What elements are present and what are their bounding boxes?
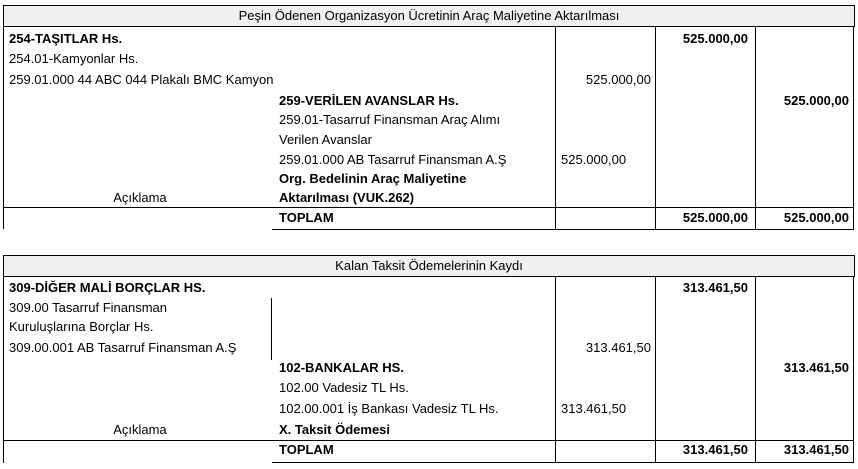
entry1-credit-account: 259-VERİLEN AVANSLAR Hs. xyxy=(279,93,459,108)
entry2-debit-sub-2: Kuruluşlarına Borçlar Hs. xyxy=(9,319,154,334)
entry2-credit-sub: 102.00 Vadesiz TL Hs. xyxy=(279,380,409,395)
entry2-debit-total: 313.461,50 xyxy=(682,280,748,295)
entry1-col-divider-3 xyxy=(755,26,756,229)
entry2-credit-detail: 102.00.001 İş Bankası Vadesiz TL Hs. xyxy=(279,401,499,416)
entry1-credit-sub-2: Verilen Avanslar xyxy=(279,132,372,147)
entry2-total-credit: 313.461,50 xyxy=(783,442,849,457)
entry2-right-border xyxy=(853,276,854,463)
entry2-bottom-line xyxy=(272,462,854,463)
entry1-debit-total: 525.000,00 xyxy=(682,31,748,46)
entry2-left-border xyxy=(3,276,4,463)
entry1-total-credit: 525.000,00 xyxy=(783,210,849,225)
entry1-debit-detail: 259.01.000 44 ABC 044 Plakalı BMC Kamyon xyxy=(9,72,274,87)
entry1-col-divider-1 xyxy=(555,26,556,229)
entry1-bottom-line xyxy=(272,229,854,230)
entry2-credit-total: 313.461,50 xyxy=(783,360,849,375)
entry1-title: Peşin Ödenen Organizasyon Ücretinin Araç Maliyetine Aktarılması xyxy=(3,5,855,27)
entry1-debit-detail-amount: 525.000,00 xyxy=(585,72,651,87)
entry1-desc-1: Org. Bedelinin Araç Maliyetine xyxy=(279,171,467,186)
entry2-debit-detail-amount: 313.461,50 xyxy=(585,340,651,355)
entry1-total-label: TOPLAM xyxy=(279,210,334,225)
entry1-desc-2: Aktarılması (VUK.262) xyxy=(279,190,415,205)
entry2-total-debit: 313.461,50 xyxy=(682,442,748,457)
entry2-desc-label: Açıklama xyxy=(113,422,167,437)
entry2-debit-sub-1: 309.00 Tasarruf Finansman xyxy=(9,300,168,315)
entry2-credit-account: 102-BANKALAR HS. xyxy=(279,360,404,375)
entry1-credit-detail: 259.01.000 AB Tasarruf Finansman A.Ş xyxy=(279,152,507,167)
entry1-debit-sub: 254.01-Kamyonlar Hs. xyxy=(9,51,139,66)
entry1-right-border xyxy=(853,26,854,229)
entry1-desc-label: Açıklama xyxy=(113,190,167,205)
entry2-total-label: TOPLAM xyxy=(279,442,334,457)
entry2-debit-detail: 309.00.001 AB Tasarruf Finansman A.Ş xyxy=(9,340,237,355)
entry2-col-divider-1 xyxy=(555,276,556,463)
entry1-credit-total: 525.000,00 xyxy=(783,93,849,108)
entry1-credit-sub-1: 259.01-Tasarruf Finansman Araç Alımı xyxy=(279,112,501,127)
entry2-credit-detail-amount: 313.461,50 xyxy=(561,401,627,416)
entry1-credit-detail-amount: 525.000,00 xyxy=(561,152,627,167)
entry1-total-debit: 525.000,00 xyxy=(682,210,748,225)
entry1-debit-account: 254-TAŞITLAR Hs. xyxy=(9,31,123,46)
entry2-desc-1: X. Taksit Ödemesi xyxy=(279,422,391,437)
entry2-debit-account: 309-DİĞER MALİ BORÇLAR HS. xyxy=(9,280,206,295)
entry1-total-top-line xyxy=(3,207,854,208)
entry1-left-border xyxy=(3,26,4,229)
entry1-col-divider-2 xyxy=(655,26,656,229)
entry2-title: Kalan Taksit Ödemelerinin Kaydı xyxy=(3,255,855,277)
entry2-col-divider-2 xyxy=(655,276,656,463)
entry2-inner-divider xyxy=(271,298,272,360)
